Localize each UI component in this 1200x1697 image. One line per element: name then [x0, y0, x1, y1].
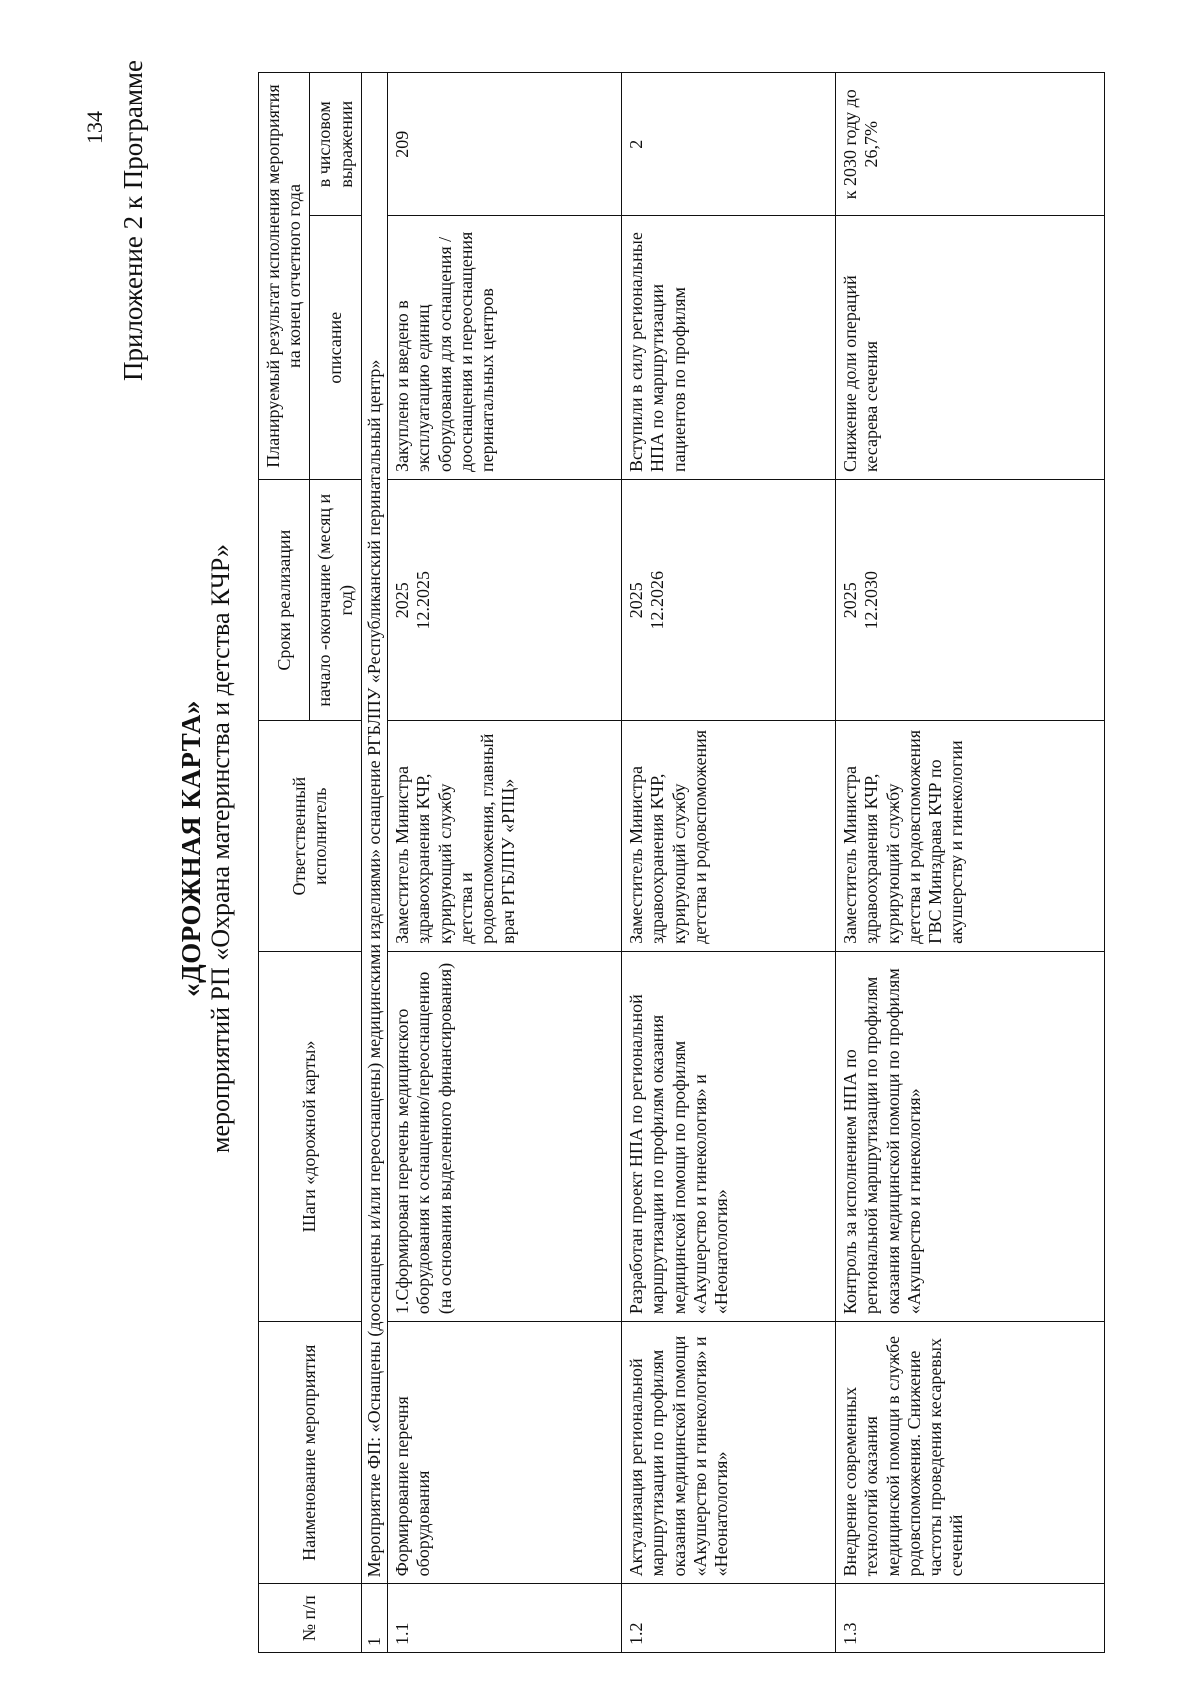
row-result-desc: Закуплено и введено в эксплуатацию единиц оборудования для оснащения /дооснащения и переоснащения перинатальных центров [388, 216, 622, 480]
header-result-value: в числовом выражении [310, 73, 361, 216]
row-start: 2025 [392, 582, 413, 619]
row-end: 12.2025 [413, 570, 434, 630]
header-result: Планируемый результат исполнения мероприятия на конец отчетного года [259, 73, 310, 480]
row-name: Внедрение современных технологий оказания медицинской помощи в службе родовспоможения. Снижение частоты проведения кесаревых сечений [836, 1322, 1105, 1584]
row-start: 2025 [626, 582, 647, 619]
header-responsible: Ответственный исполнитель [259, 721, 362, 951]
table-row [622, 73, 836, 1653]
header-terms-sub: начало -окончание (месяц и год) [310, 479, 361, 720]
row-end: 12.2026 [647, 570, 668, 630]
roadmap-table [258, 72, 1105, 1653]
row-responsible: Заместитель Министра здравоохранения КЧР, курирующий службу детства и родовспоможения, главный врач РГБЛПУ «РПЦ» [388, 721, 622, 951]
header-result-desc: описание [310, 216, 361, 480]
row-result-desc: Снижение доли операций кесарева сечения [836, 216, 1105, 480]
row-terms [622, 479, 836, 720]
section-num: 1 [361, 1584, 387, 1653]
row-name: Формирование перечня оборудования [388, 1322, 622, 1584]
header-row [259, 73, 310, 1653]
row-name: Актуализация региональной маршрутизации по профилям оказания медицинской помощи «Акушерство и гинекология» и «Неонатология» [622, 1322, 836, 1584]
row-steps: 1.Сформирован перечень медицинского оборудования к оснащению/переоснащению (на основании выделенного финансирования) [388, 951, 622, 1321]
row-responsible: Заместитель Министра здравоохранения КЧР, курирующий службу детства и родовспоможения ГВС Минздрава КЧР по акушерству и гинекологии [836, 721, 1105, 951]
row-terms [836, 479, 1105, 720]
row-responsible: Заместитель Министра здравоохранения КЧР, курирующий службу детства и родовспоможения [622, 721, 836, 951]
row-start: 2025 [840, 582, 861, 619]
row-result-value: 209 [388, 73, 622, 216]
document-subtitle: мероприятий РП «Охрана материнства и детства КЧР» [206, 544, 235, 1153]
row-result-desc: Вступили в силу региональные НПА по маршрутизации пациентов по профилям [622, 216, 836, 480]
row-result-value: 2 [622, 73, 836, 216]
row-steps: Контроль за исполнением НПА по региональной маршрутизации по профилям оказания медицинской помощи по профилям «Акушерство и гинекология» [836, 951, 1105, 1321]
row-result-value: к 2030 году до 26,7% [836, 73, 1105, 216]
table-row [836, 73, 1105, 1653]
row-num: 1.1 [388, 1584, 622, 1653]
table-row [388, 73, 622, 1653]
row-steps: Разработан проект НПА по региональной маршрутизации по профилям оказания медицинской помощи по профилям «Акушерство и гинекология» и «Неонатология» [622, 951, 836, 1321]
section-title: Мероприятие ФП: «Оснащены (дооснащены и/или переоснащены) медицинскими изделиями» оснащение РГБЛПУ «Республиканский перинатальный центр» [361, 73, 387, 1584]
header-name: Наименование мероприятия [259, 1322, 362, 1584]
header-terms: Сроки реализации [259, 479, 310, 720]
header-steps: Шаги «дорожной карты» [259, 951, 362, 1321]
document-title: «ДОРОЖНАЯ КАРТА» [176, 700, 206, 997]
row-terms [388, 479, 622, 720]
appendix-label: Приложение 2 к Программе [118, 60, 148, 381]
row-num: 1.3 [836, 1584, 1105, 1653]
row-end: 12.2030 [861, 570, 882, 630]
section-row [361, 73, 387, 1653]
row-num: 1.2 [622, 1584, 836, 1653]
header-num: № п/п [259, 1584, 362, 1653]
page-number: 134 [82, 111, 107, 144]
